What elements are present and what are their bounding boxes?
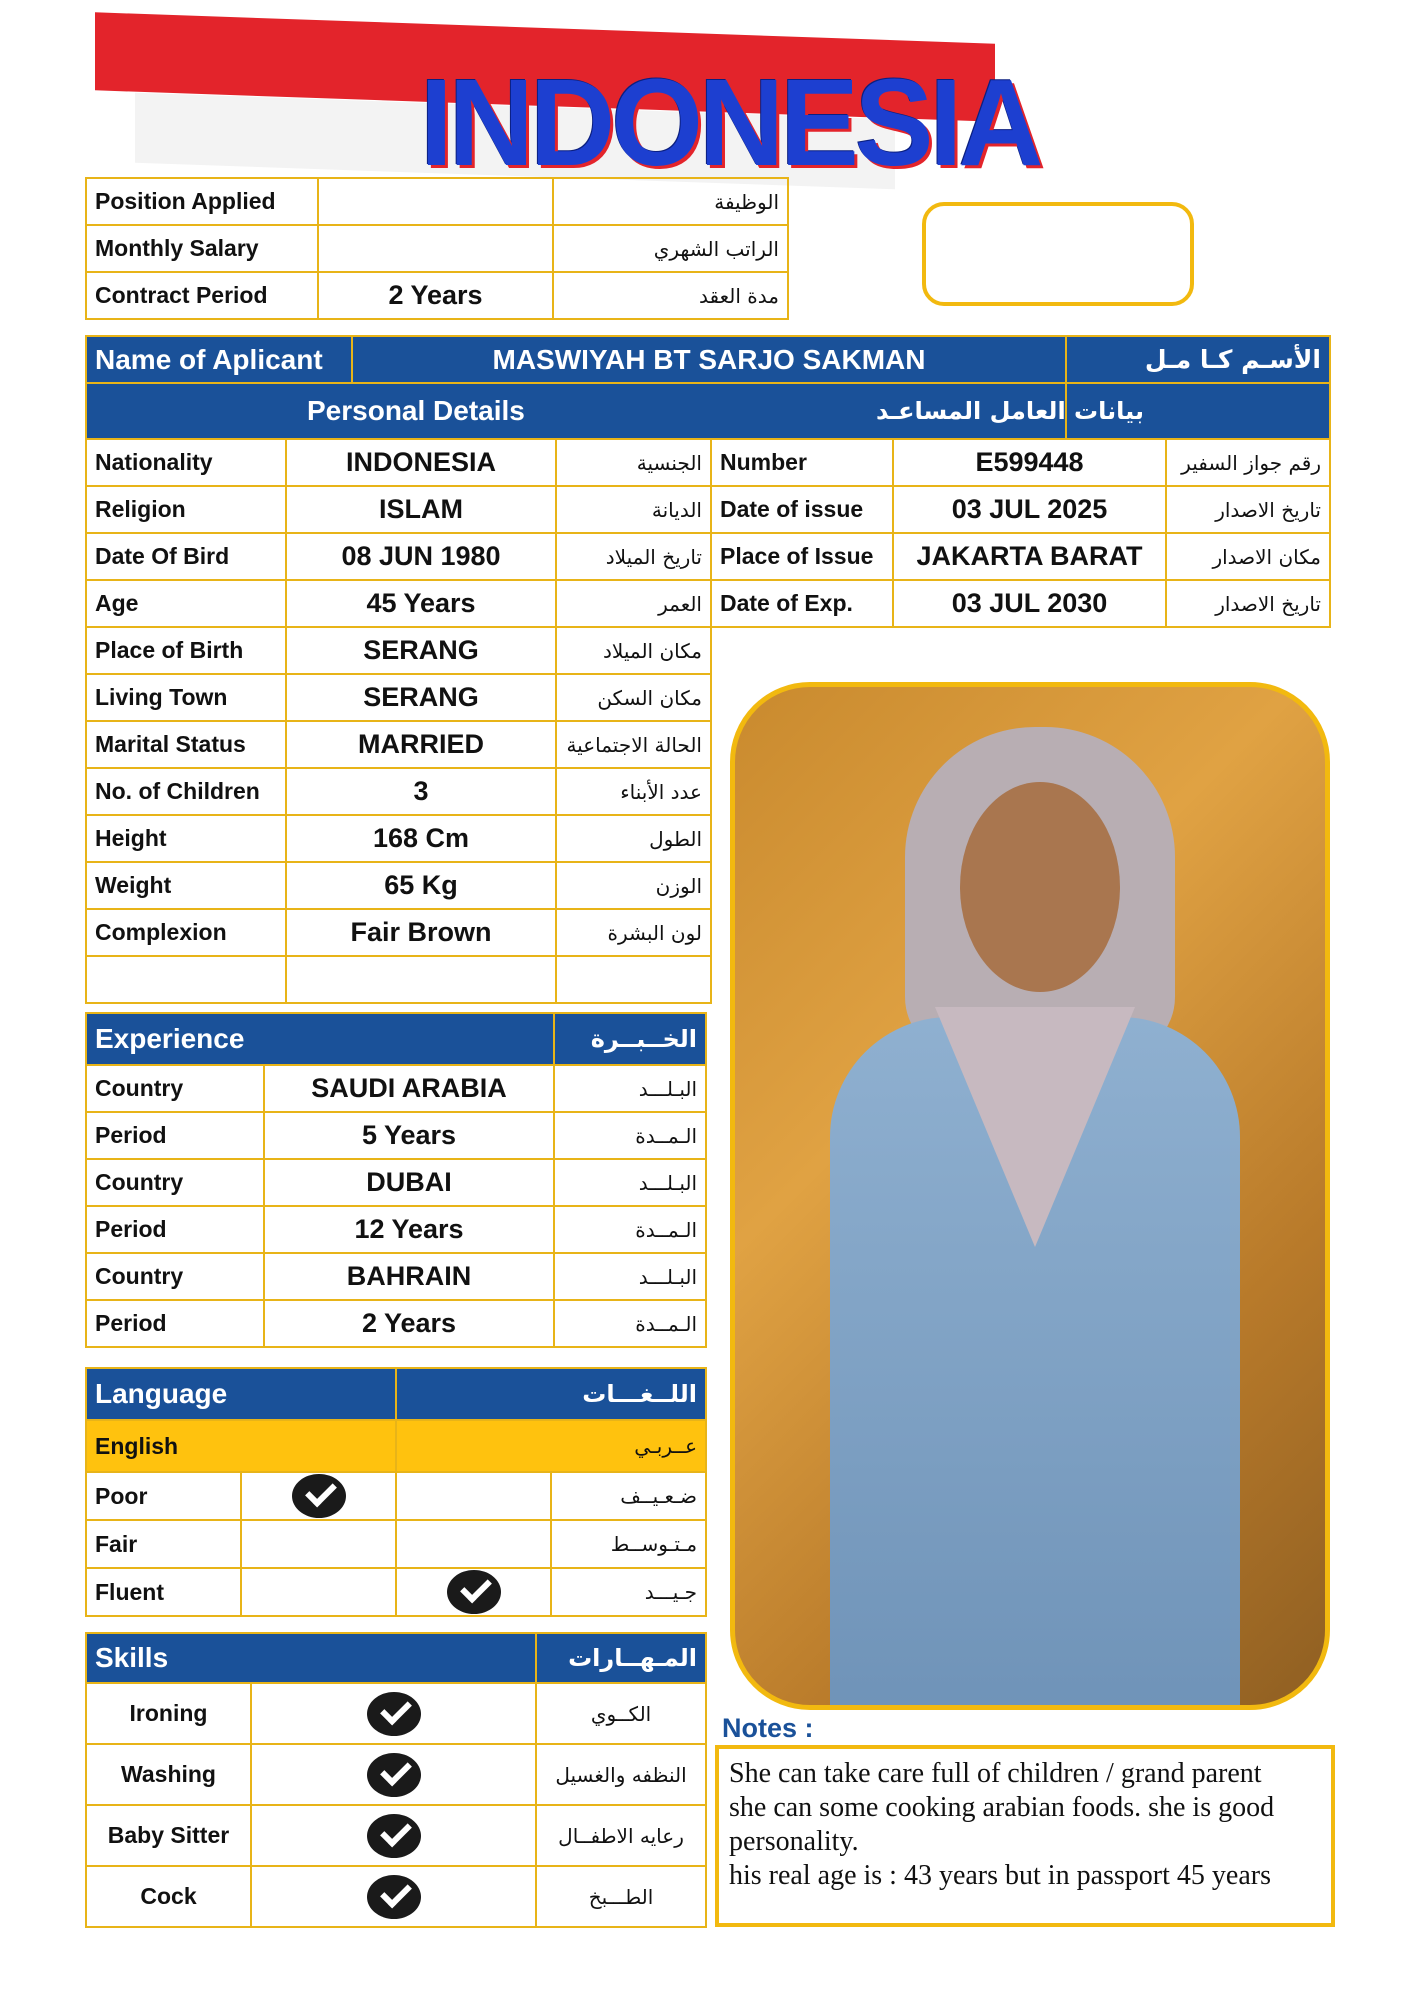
check-icon [367, 1814, 421, 1858]
personal-row-label-ar: الطول [556, 815, 711, 862]
language-english-check-cell [241, 1568, 396, 1616]
language-arabic-label: عــربـي [396, 1420, 706, 1472]
contract-row-label: Monthly Salary [86, 225, 318, 272]
passport-row-value: JAKARTA BARAT [893, 533, 1166, 580]
personal-row-label-ar: الديانة [556, 486, 711, 533]
skills-table [85, 1632, 707, 1928]
passport-row-value: 03 JUL 2030 [893, 580, 1166, 627]
language-arabic-check-cell [396, 1520, 551, 1568]
personal-row-value [286, 956, 556, 1003]
passport-row-label: Place of Issue [711, 533, 893, 580]
passport-row [711, 486, 1330, 533]
photo-face [960, 782, 1120, 992]
experience-row-label-ar: الـمــدة [554, 1300, 706, 1347]
skill-check-cell [251, 1683, 536, 1744]
personal-row-value: INDONESIA [286, 439, 556, 486]
language-title: Language [86, 1368, 396, 1420]
applicant-name: MASWIYAH BT SARJO SAKMAN [352, 336, 1066, 383]
skills-title-ar: المـهــارات [536, 1633, 706, 1683]
skills-title: Skills [86, 1633, 536, 1683]
notes-line: she can some cooking arabian foods. she is good [729, 1792, 1275, 1823]
check-icon [367, 1753, 421, 1797]
passport-row-value: 03 JUL 2025 [893, 486, 1166, 533]
personal-row-label: Complexion [86, 909, 286, 956]
skill-row [86, 1805, 706, 1866]
skill-label: Washing [86, 1744, 251, 1805]
experience-row-value: SAUDI ARABIA [264, 1065, 554, 1112]
experience-row-label-ar: البـلـــد [554, 1253, 706, 1300]
language-level-label: Fair [86, 1520, 241, 1568]
personal-row-value: SERANG [286, 674, 556, 721]
skill-check-cell [251, 1805, 536, 1866]
skill-check-cell [251, 1866, 536, 1927]
language-english-label: English [86, 1420, 396, 1472]
personal-row [86, 768, 711, 815]
skill-check-cell [251, 1744, 536, 1805]
personal-row [86, 533, 711, 580]
experience-row-value: 2 Years [264, 1300, 554, 1347]
personal-row-value: Fair Brown [286, 909, 556, 956]
experience-row [86, 1300, 706, 1347]
personal-row-value: MARRIED [286, 721, 556, 768]
check-icon [447, 1570, 501, 1614]
personal-row-label: Weight [86, 862, 286, 909]
skill-label-ar: النظفه والغسيل [536, 1744, 706, 1805]
page-title: INDONESIA [420, 53, 1040, 193]
personal-row [86, 815, 711, 862]
experience-row-label-ar: الـمــدة [554, 1112, 706, 1159]
personal-row-label-ar: مكان السكن [556, 674, 711, 721]
notes-line: personality. [729, 1826, 859, 1857]
experience-row [86, 1065, 706, 1112]
language-level-label: Fluent [86, 1568, 241, 1616]
experience-row [86, 1112, 706, 1159]
personal-row-label-ar: لون البشرة [556, 909, 711, 956]
personal-row-label-ar: الحالة الاجتماعية [556, 721, 711, 768]
experience-row-value: 5 Years [264, 1112, 554, 1159]
passport-row-label-ar: مكان الاصدار [1166, 533, 1330, 580]
personal-row-label-ar: مكان الميلاد [556, 627, 711, 674]
personal-row-value: SERANG [286, 627, 556, 674]
applicant-label-ar: الأسـم كـا مـل [1066, 336, 1330, 383]
skill-label: Cock [86, 1866, 251, 1927]
language-arabic-check-cell [396, 1472, 551, 1520]
personal-row [86, 486, 711, 533]
experience-row-label-ar: البـلـــد [554, 1159, 706, 1206]
passport-row-value: E599448 [893, 439, 1166, 486]
contract-row-label: Contract Period [86, 272, 318, 319]
applicant-photo [730, 682, 1330, 1710]
personal-details-header-ar [876, 383, 1330, 439]
personal-row [86, 439, 711, 486]
personal-row-label: No. of Children [86, 768, 286, 815]
personal-row-label: Religion [86, 486, 286, 533]
passport-row-label-ar: تاريخ الاصدار [1166, 580, 1330, 627]
experience-row-label: Country [86, 1065, 264, 1112]
notes-title: Notes : [722, 1713, 814, 1743]
personal-row-label: Nationality [86, 439, 286, 486]
language-english-check-cell [241, 1472, 396, 1520]
contract-row-label-ar: الراتب الشهري [553, 225, 788, 272]
notes-line: his real age is : 43 years but in passport 45 years [729, 1860, 1271, 1891]
experience-row-value: BAHRAIN [264, 1253, 554, 1300]
skill-row [86, 1683, 706, 1744]
experience-row-label-ar: البـلـــد [554, 1065, 706, 1112]
contract-row [86, 272, 788, 319]
personal-row-label-ar: العمر [556, 580, 711, 627]
personal-row-label-ar: عدد الأبناء [556, 768, 711, 815]
personal-row-label-ar [556, 956, 711, 1003]
passport-row [711, 439, 1330, 486]
language-arabic-check-cell [396, 1568, 551, 1616]
personal-row [86, 721, 711, 768]
personal-row [86, 909, 711, 956]
passport-row-label: Date of issue [711, 486, 893, 533]
personal-details-title-ar: بيانات العامل المساعـد [876, 397, 1144, 425]
personal-details-table [85, 438, 712, 1004]
notes-box [715, 1745, 1335, 1927]
language-english-check-cell [241, 1520, 396, 1568]
passport-table [710, 438, 1331, 628]
experience-title-ar: الخــبــرة [554, 1013, 706, 1065]
experience-table [85, 1012, 707, 1348]
personal-row-label-ar: الوزن [556, 862, 711, 909]
passport-row-label: Date of Exp. [711, 580, 893, 627]
language-level-row [86, 1568, 706, 1616]
personal-row [86, 862, 711, 909]
personal-row-label: Height [86, 815, 286, 862]
contract-row-value [318, 178, 553, 225]
personal-details-title: Personal Details [307, 395, 525, 426]
personal-row-value: 45 Years [286, 580, 556, 627]
personal-row-label: Age [86, 580, 286, 627]
personal-row-value: 08 JUN 1980 [286, 533, 556, 580]
contract-row-label-ar: مدة العقد [553, 272, 788, 319]
check-icon [367, 1692, 421, 1736]
personal-row-label: Marital Status [86, 721, 286, 768]
language-level-row [86, 1520, 706, 1568]
blank-box [922, 202, 1194, 306]
skill-label-ar: رعايه الاطفــال [536, 1805, 706, 1866]
language-level-label-ar: جـيـــد [551, 1568, 706, 1616]
personal-row-label: Date Of Bird [86, 533, 286, 580]
experience-row-label: Country [86, 1159, 264, 1206]
personal-row-value: 168 Cm [286, 815, 556, 862]
experience-row-label: Period [86, 1300, 264, 1347]
experience-row [86, 1159, 706, 1206]
passport-row [711, 533, 1330, 580]
experience-row-label-ar: الـمــدة [554, 1206, 706, 1253]
experience-row [86, 1253, 706, 1300]
personal-row [86, 580, 711, 627]
contract-table [85, 177, 789, 320]
personal-row [86, 627, 711, 674]
contract-row-value [318, 225, 553, 272]
skill-label: Baby Sitter [86, 1805, 251, 1866]
language-level-row [86, 1472, 706, 1520]
personal-row-label-ar: الجنسية [556, 439, 711, 486]
personal-row-value: 65 Kg [286, 862, 556, 909]
contract-row [86, 225, 788, 272]
language-table [85, 1367, 707, 1617]
skill-label-ar: الكــوي [536, 1683, 706, 1744]
experience-row-label: Country [86, 1253, 264, 1300]
passport-row [711, 580, 1330, 627]
language-title-ar: اللــغـــات [396, 1368, 706, 1420]
check-icon [292, 1474, 346, 1518]
personal-row-value: ISLAM [286, 486, 556, 533]
language-level-label-ar: مـتـوســط [551, 1520, 706, 1568]
skill-label-ar: الطـــبخ [536, 1866, 706, 1927]
skill-row [86, 1744, 706, 1805]
experience-row-value: 12 Years [264, 1206, 554, 1253]
language-level-label: Poor [86, 1472, 241, 1520]
notes-line: She can take care full of children / grand parent [729, 1758, 1262, 1789]
experience-row-label: Period [86, 1112, 264, 1159]
contract-row-label-ar: الوظيفة [553, 178, 788, 225]
personal-row-label: Living Town [86, 674, 286, 721]
language-level-label-ar: ضـعـيــف [551, 1472, 706, 1520]
passport-row-label-ar: رقم جواز السفير [1166, 439, 1330, 486]
personal-row-label: Place of Birth [86, 627, 286, 674]
skill-row [86, 1866, 706, 1927]
experience-title: Experience [86, 1013, 554, 1065]
personal-row-value: 3 [286, 768, 556, 815]
passport-row-label: Number [711, 439, 893, 486]
experience-row-value: DUBAI [264, 1159, 554, 1206]
contract-row [86, 178, 788, 225]
personal-row [86, 674, 711, 721]
experience-row-label: Period [86, 1206, 264, 1253]
contract-row-label: Position Applied [86, 178, 318, 225]
personal-row [86, 956, 711, 1003]
personal-row-label [86, 956, 286, 1003]
experience-row [86, 1206, 706, 1253]
applicant-name-bar [85, 335, 1331, 440]
check-icon [367, 1875, 421, 1919]
passport-row-label-ar: تاريخ الاصدار [1166, 486, 1330, 533]
applicant-label: Name of Aplicant [86, 336, 352, 383]
personal-row-label-ar: تاريخ الميلاد [556, 533, 711, 580]
skill-label: Ironing [86, 1683, 251, 1744]
contract-row-value: 2 Years [318, 272, 553, 319]
